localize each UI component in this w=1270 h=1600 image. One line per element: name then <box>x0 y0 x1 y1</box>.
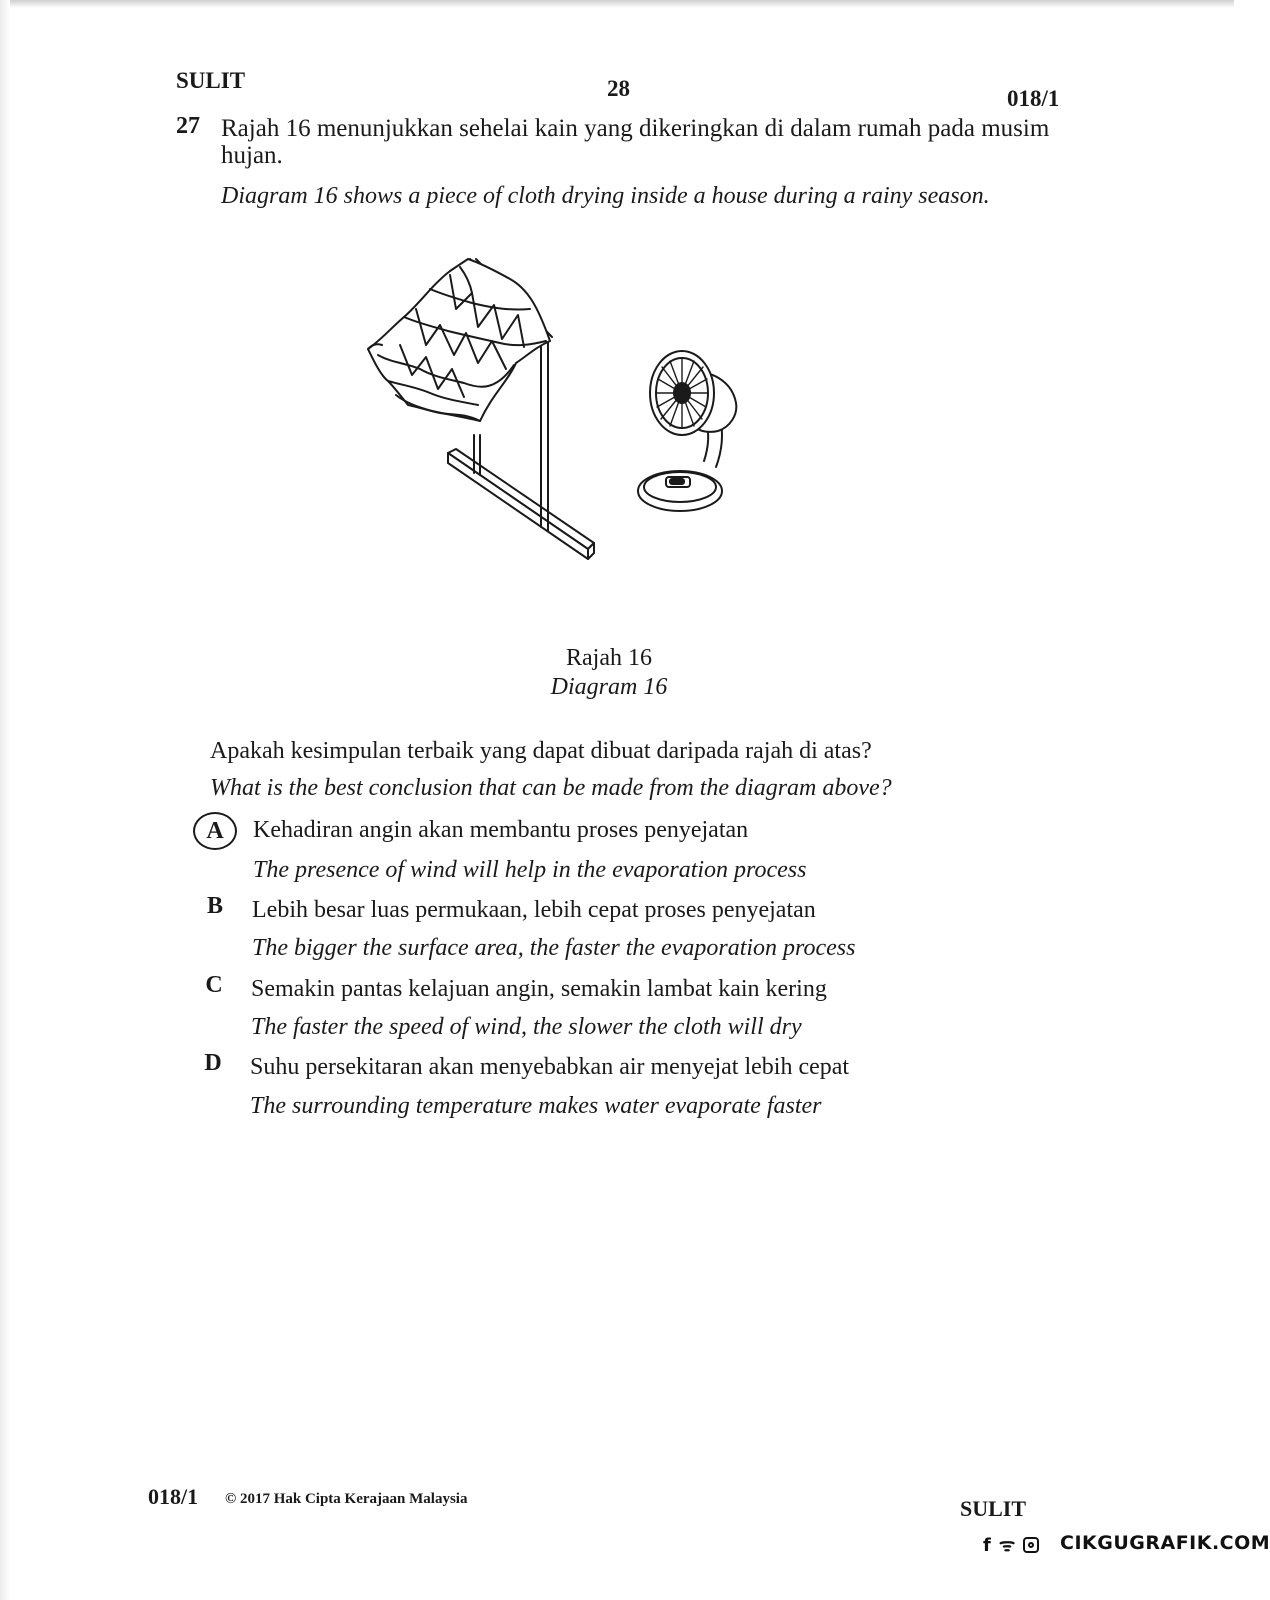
diagram-cloth-and-fan <box>360 245 780 575</box>
question-text-en: Diagram 16 shows a piece of cloth drying inside a house during a rainy season. <box>221 183 990 209</box>
prompt-en: What is the best conclusion that can be made from the diagram above? <box>210 775 892 801</box>
scan-top-edge <box>0 0 1234 8</box>
option-a-en: The presence of wind will help in the evaporation process <box>253 857 807 883</box>
option-d-letter: D <box>204 1050 222 1076</box>
option-a-letter-circled: A <box>193 812 237 850</box>
option-b-ms: Lebih besar luas permukaan, lebih cepat proses penyejatan <box>252 897 816 923</box>
option-b-letter: B <box>206 893 223 919</box>
footer-sulit: SULIT <box>960 1496 1027 1521</box>
option-d-en: The surrounding temperature makes water evaporate faster <box>250 1093 822 1119</box>
footer-copyright: © 2017 Hak Cipta Kerajaan Malaysia <box>225 1491 468 1507</box>
option-d-ms: Suhu persekitaran akan menyebabkan air menyejat lebih cepat <box>250 1054 850 1080</box>
question-number: 27 <box>176 113 200 139</box>
facebook-icon: f <box>983 1534 991 1556</box>
table-fan <box>638 351 736 511</box>
option-c-ms: Semakin pantas kelajuan angin, semakin lambat kain kering <box>251 976 827 1002</box>
figure-caption-ms: Rajah 16 <box>566 645 652 671</box>
header-sulit: SULIT <box>176 68 246 93</box>
page-number: 28 <box>607 76 630 101</box>
option-c-letter: C <box>205 972 223 998</box>
watermark-brand: CIKGUGRAFIK.COM <box>1060 1532 1270 1554</box>
cloth <box>368 259 550 421</box>
option-b-en: The bigger the surface area, the faster the evaporation process <box>252 935 856 961</box>
header-code: 018/1 <box>1007 86 1060 111</box>
prompt-ms: Apakah kesimpulan terbaik yang dapat dibuat daripada rajah di atas? <box>210 738 872 764</box>
scan-left-edge <box>0 0 10 1600</box>
figure-caption-en: Diagram 16 <box>550 674 668 700</box>
option-a-ms: Kehadiran angin akan membantu proses penyejatan <box>253 817 749 843</box>
question-text-ms: Rajah 16 menunjukkan sehelai kain yang dikeringkan di dalam rumah pada musim hujan. <box>221 115 1050 169</box>
rss-icon: ᯤ <box>998 1535 1016 1556</box>
instagram-icon <box>1023 1537 1039 1553</box>
option-c-en: The faster the speed of wind, the slower the cloth will dry <box>251 1014 802 1040</box>
watermark-icons <box>983 1533 1039 1557</box>
footer-code: 018/1 <box>148 1484 199 1509</box>
